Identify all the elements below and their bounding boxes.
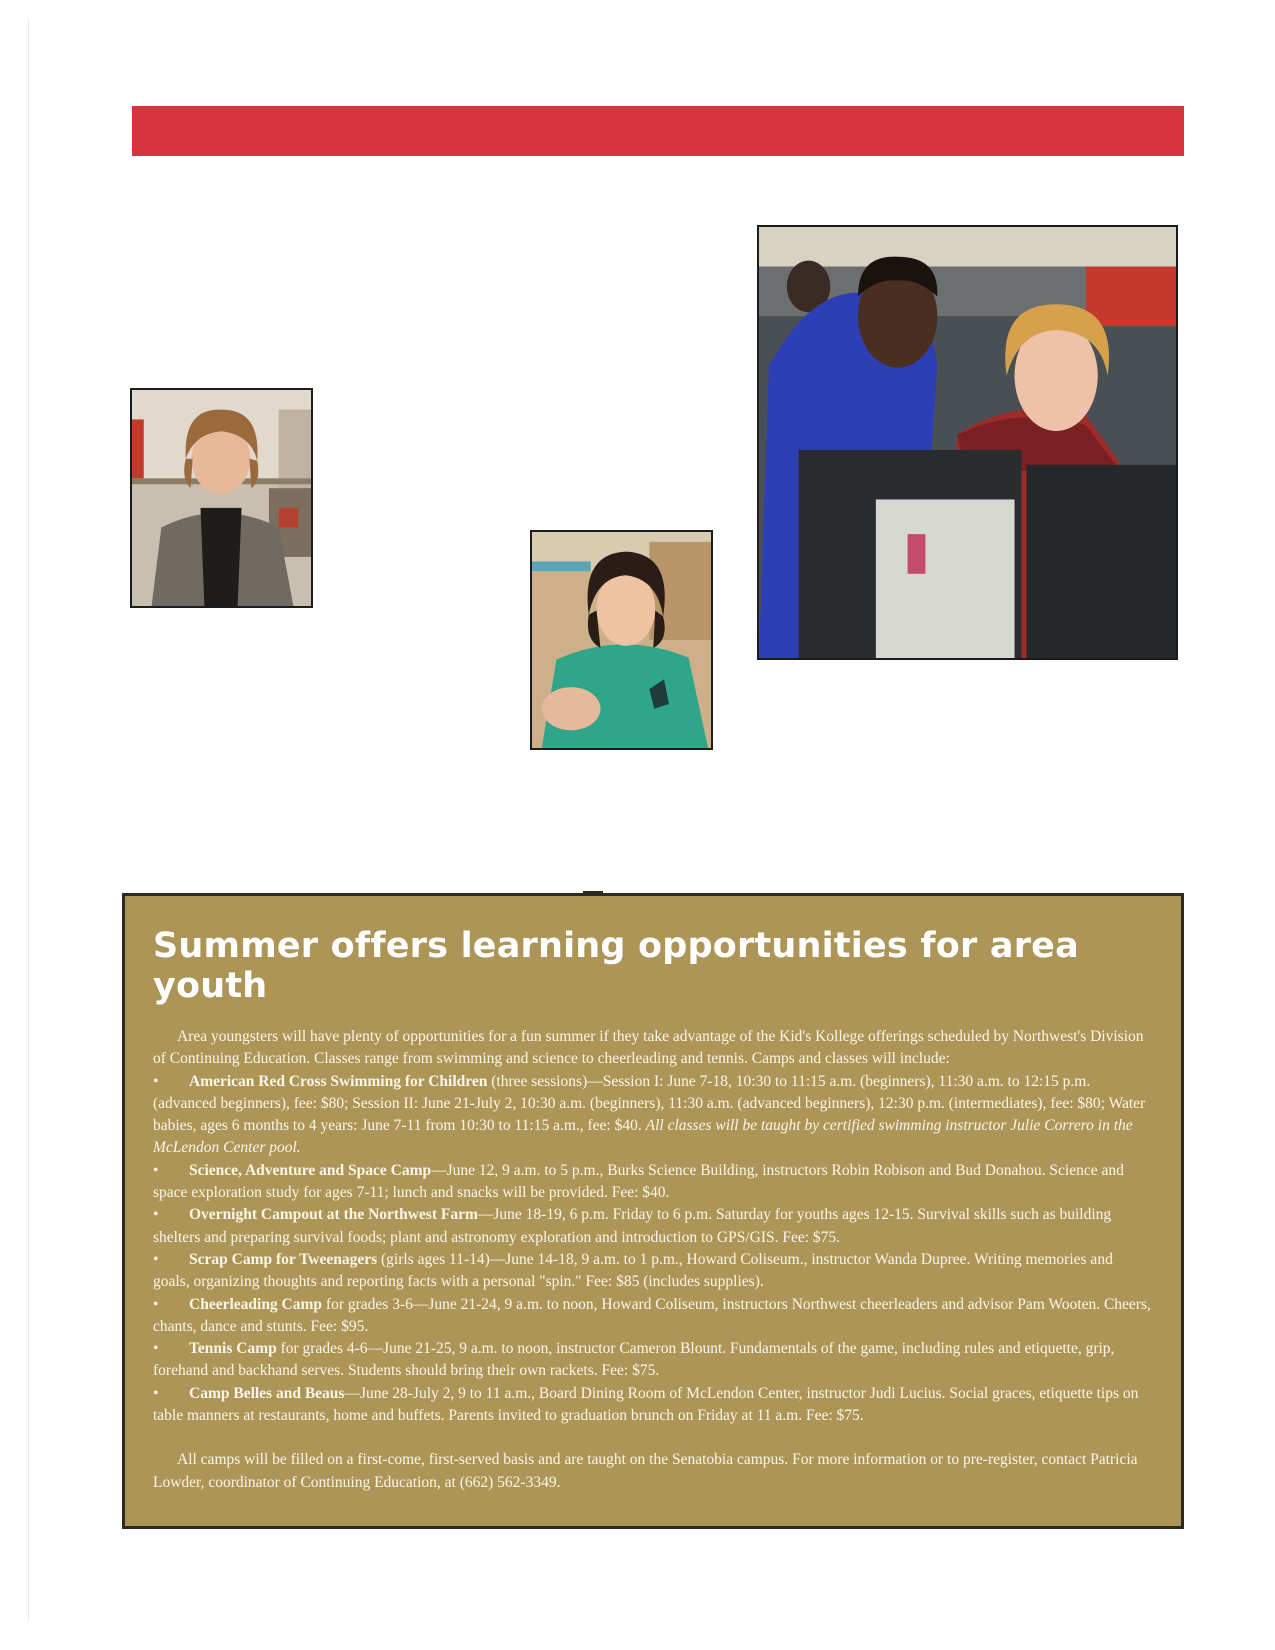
article-closing: All camps will be filled on a first-come, first-served basis and are taught on the Senatobia campus. For more information or to pre-register, contact Patricia Lowder, coordinator of Continuing Education, at (662) 562-3349. [153,1451,1138,1491]
article-intro: Area youngsters will have plenty of opportunities for a fun summer if they take advantage of the Kid's Kollege offerings scheduled by Northwest's Division of Continuing Education. Classes range from swimming and science to cheerleading and tennis. Camps and classes will include: [153,1028,1144,1068]
list-item [153,1071,1151,1160]
bullet: • [153,1161,159,1179]
list-item [153,1338,1151,1383]
bullet: • [153,1250,159,1268]
bullet: • [153,1295,159,1313]
photo-woman-blazer-image [132,390,311,606]
photo-computer-lab [757,225,1178,660]
article-body [153,1026,1151,1494]
item-text: (three sessions)—Session I: June 7-18, 10:30 to 11:15 a.m. (beginners), 11:30 a.m. to 12:15 p.m. (advanced beginners), fee: $80; Session II: June 21-July 2, 10:30 a.m. (beginners), 11:30 a.m. (advanced beginners), 12:30 p.m. (intermediates), fee: $80; Water babies, ages 6 months to 4 years: June 7-11 from 10:30 to 11:15 a.m., fee: $40. [153,1072,1146,1135]
item-title: Overnight Campout at the Northwest Farm [189,1206,478,1224]
article-box [122,893,1184,1529]
item-title: American Red Cross Swimming for Children [189,1072,488,1090]
item-text: —June 18-19, 6 p.m. Friday to 6 p.m. Saturday for youths ages 12-15. Survival skills such as building shelters and preparing survival foods; plant and astronomy exploration and introduction to GPS/GIS. Fee: $75. [153,1206,1112,1246]
item-text: for grades 4-6—June 21-25, 9 a.m. to noon, instructor Cameron Blount. Fundamentals of the game, including rules and etiquette, grip, forehand and backhand serves. Students should bring their own rackets. Fee: $75. [153,1340,1115,1380]
item-title: Camp Belles and Beaus [189,1384,345,1402]
bullet: • [153,1206,159,1224]
item-text: —June 28-July 2, 9 to 11 a.m., Board Dining Room of McLendon Center, instructor Judi Lucius. Social graces, etiquette tips on table manners at restaurants, home and buffets. Parents invited to graduation brunch on Friday at 11 a.m. Fee: $75. [153,1384,1139,1425]
box-top-tick [583,891,603,895]
item-text: (girls ages 11-14)—June 14-18, 9 a.m. to 1 p.m., Howard Coliseum., instructor Wanda Dupree. Writing memories and goals, organizing thoughts and reporting facts with a personal "spin." Fee: $85 (includes supplies). [153,1250,1113,1291]
item-title: Cheerleading Camp [189,1295,323,1313]
article-headline: Summer offers learning opportunities for area youth [153,926,1079,1006]
list-item [153,1383,1151,1428]
list-item [153,1294,1151,1339]
photo-woman-green-sweater [530,530,713,750]
list-item [153,1249,1151,1294]
list-item [153,1160,1151,1205]
item-title: Tennis Camp [189,1340,277,1358]
photo-woman-green-sweater-image [532,532,711,748]
item-title: Scrap Camp for Tweenagers [189,1250,378,1268]
bullet: • [153,1072,159,1090]
list-item [153,1204,1151,1249]
bullet: • [153,1384,159,1402]
item-text: —June 12, 9 a.m. to 5 p.m., Burks Science Building, instructors Robin Robison and Bud Donahou. Science and space exploration study for ages 7-11; lunch and snacks will be provided. Fee: $40. [153,1161,1124,1202]
item-title: Science, Adventure and Space Camp [189,1161,432,1179]
photo-computer-lab-image [759,227,1176,658]
bullet: • [153,1340,159,1358]
item-text: for grades 3-6—June 21-24, 9 a.m. to noon, Howard Coliseum, instructors Northwest cheerleaders and advisor Pam Wooten. Cheers, chants, dance and stunts. Fee: $95. [153,1295,1151,1335]
item-note: All classes will be taught by certified swimming instructor Julie Correro in the McLendon Center pool. [153,1117,1133,1157]
page-edge-line [28,20,29,1620]
photo-woman-blazer [130,388,313,608]
header-red-bar [132,106,1184,156]
